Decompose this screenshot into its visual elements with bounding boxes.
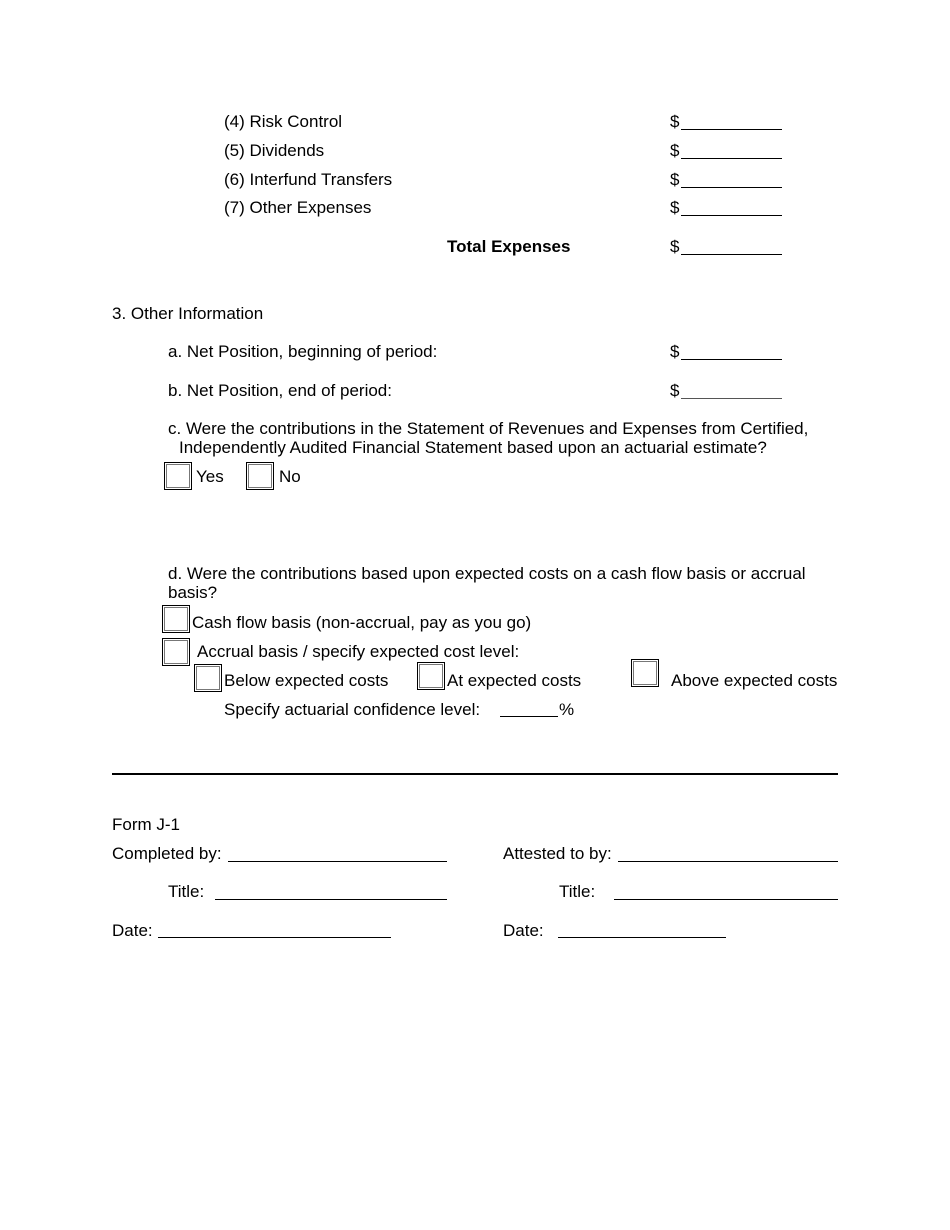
other-expenses-amount-field[interactable] xyxy=(681,215,782,216)
title-right-field[interactable] xyxy=(614,899,838,900)
at-expected-costs-label: At expected costs xyxy=(447,671,582,690)
accrual-basis-label: Accrual basis / specify expected cost level: xyxy=(197,642,520,661)
expense-label: (4) Risk Control xyxy=(224,112,343,131)
title-right-label: Title: xyxy=(559,882,596,901)
percent-sign: % xyxy=(559,700,575,719)
title-left-label: Title: xyxy=(168,882,205,901)
date-right-label: Date: xyxy=(503,921,544,940)
dividends-amount-field[interactable] xyxy=(681,158,782,159)
section-divider xyxy=(112,773,838,775)
confidence-level-field[interactable] xyxy=(500,716,558,717)
yes-label: Yes xyxy=(196,467,224,486)
risk-control-amount-field[interactable] xyxy=(681,129,782,130)
confidence-level-label: Specify actuarial confidence level: xyxy=(224,700,481,719)
yes-checkbox[interactable] xyxy=(164,462,192,490)
completed-by-label: Completed by: xyxy=(112,844,222,863)
expense-label: (7) Other Expenses xyxy=(224,198,372,217)
no-label: No xyxy=(279,467,301,486)
section-heading: 3. Other Information xyxy=(112,304,264,323)
above-expected-costs-label: Above expected costs xyxy=(671,671,838,690)
completed-by-field[interactable] xyxy=(228,861,447,862)
net-position-beginning-label: a. Net Position, beginning of period: xyxy=(168,342,438,361)
attested-by-label: Attested to by: xyxy=(503,844,612,863)
currency-symbol: $ xyxy=(670,342,680,361)
below-expected-costs-checkbox[interactable] xyxy=(194,664,222,692)
no-checkbox[interactable] xyxy=(246,462,274,490)
question-c-line2: Independently Audited Financial Statement based upon an actuarial estimate? xyxy=(179,438,767,457)
question-d-line1: d. Were the contributions based upon expected costs on a cash flow basis or accrual xyxy=(168,564,806,583)
question-d-line2: basis? xyxy=(168,583,218,602)
currency-symbol: $ xyxy=(670,381,680,400)
date-left-label: Date: xyxy=(112,921,153,940)
cash-flow-basis-label: Cash flow basis (non-accrual, pay as you go) xyxy=(192,613,532,632)
title-left-field[interactable] xyxy=(215,899,447,900)
attested-by-field[interactable] xyxy=(618,861,838,862)
currency-symbol: $ xyxy=(670,198,680,217)
above-expected-costs-checkbox[interactable] xyxy=(631,659,659,687)
net-position-end-field[interactable] xyxy=(681,398,782,399)
date-right-field[interactable] xyxy=(558,937,726,938)
total-expenses-amount-field[interactable] xyxy=(681,254,782,255)
net-position-beginning-field[interactable] xyxy=(681,359,782,360)
currency-symbol: $ xyxy=(670,112,680,131)
currency-symbol: $ xyxy=(670,170,680,189)
expense-label: (6) Interfund Transfers xyxy=(224,170,393,189)
net-position-end-label: b. Net Position, end of period: xyxy=(168,381,392,400)
interfund-transfers-amount-field[interactable] xyxy=(681,187,782,188)
date-left-field[interactable] xyxy=(158,937,391,938)
at-expected-costs-checkbox[interactable] xyxy=(417,662,445,690)
form-id: Form J-1 xyxy=(112,815,180,834)
total-expenses-label: Total Expenses xyxy=(447,237,571,256)
expense-label: (5) Dividends xyxy=(224,141,325,160)
below-expected-costs-label: Below expected costs xyxy=(224,671,389,690)
currency-symbol: $ xyxy=(670,141,680,160)
accrual-basis-checkbox[interactable] xyxy=(162,638,190,666)
cash-flow-basis-checkbox[interactable] xyxy=(162,605,190,633)
currency-symbol: $ xyxy=(670,237,680,256)
question-c-line1: c. Were the contributions in the Statement of Revenues and Expenses from Certified, xyxy=(168,419,809,438)
